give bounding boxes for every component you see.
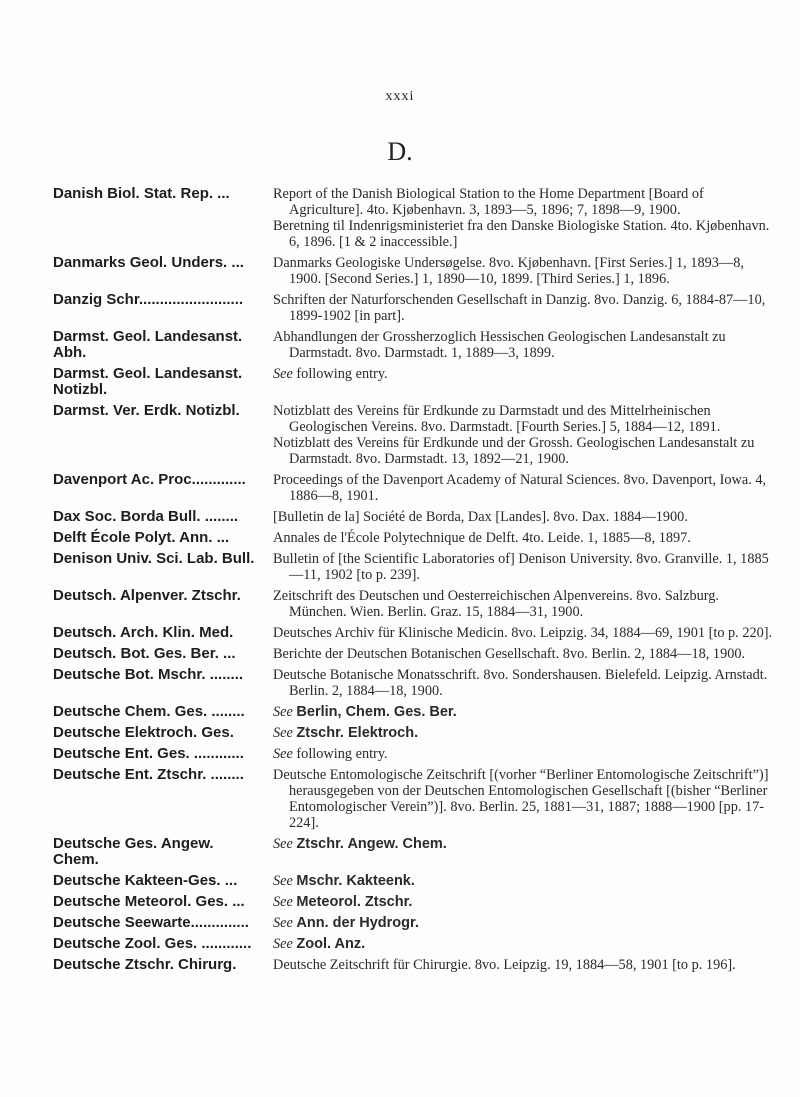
entry-abbreviation: Deutsche Ent. Ztschr. ........: [53, 766, 244, 783]
entry-abbreviation: Dax Soc. Borda Bull. ........: [53, 508, 239, 525]
see-label: See: [273, 915, 293, 931]
entry-abbreviation: Deutsch. Alpenver. Ztschr.: [53, 587, 241, 604]
cross-reference: [273, 873, 773, 889]
entry-description: [273, 472, 773, 504]
entry-paragraph: Berichte der Deutschen Botanischen Gesellschaft. 8vo. Berlin. 2, 1884—18, 1900.: [273, 646, 746, 662]
index-entry: [53, 957, 773, 973]
entry-abbreviation: Darmst. Geol. Landesanst. Notizbl.: [53, 365, 243, 398]
entry-description: [273, 704, 773, 720]
see-target: Ann. der Hydrogr.: [296, 915, 419, 931]
entry-description: [273, 329, 773, 361]
entry-paragraph: [Bulletin de la] Société de Borda, Dax [Landes]. 8vo. Dax. 1884—1900.: [273, 509, 688, 525]
entry-description: [273, 646, 773, 662]
entry-paragraph: Annales de l'École Polytechnique de Delft. 4to. Leide. 1, 1885—8, 1897.: [273, 530, 691, 546]
entry-paragraph: Proceedings of the Davenport Academy of Natural Sciences. 8vo. Davenport, Iowa. 4, 1886—8, 1901.: [273, 472, 767, 504]
see-target: Ztschr. Elektroch.: [296, 725, 419, 741]
index-entry: [53, 625, 773, 641]
index-entry: [53, 915, 773, 931]
index-entry: [53, 704, 773, 720]
entry-description: [273, 915, 773, 931]
entry-abbreviation: Deutsche Meteorol. Ges. ...: [53, 893, 245, 910]
entry-description: [273, 366, 773, 398]
section-letter: D.: [387, 137, 413, 166]
entry-description: [273, 625, 773, 641]
entry-abbreviation: Deutsche Seewarte..............: [53, 914, 249, 931]
entry-description: [273, 894, 773, 910]
index-entry: [53, 873, 773, 889]
see-label: See: [273, 725, 293, 741]
cross-reference: [273, 936, 773, 952]
entry-paragraph: Deutsches Archiv für Klinische Medicin. 8vo. Leipzig. 34, 1884—69, 1901 [to p. 220].: [273, 625, 773, 641]
see-target: following entry.: [296, 366, 388, 382]
entry-abbreviation: Deutsche Elektroch. Ges.: [53, 724, 234, 741]
entry-paragraph: Deutsche Zeitschrift für Chirurgie. 8vo. Leipzig. 19, 1884—58, 1901 [to p. 196].: [273, 957, 736, 973]
entry-abbreviation: Deutsche Bot. Mschr. ........: [53, 666, 244, 683]
entry-description: [273, 186, 773, 250]
page-number: xxxi: [385, 89, 415, 104]
entry-abbreviation: Davenport Ac. Proc.............: [53, 471, 246, 488]
entry-description: [273, 936, 773, 952]
index-entry: [53, 667, 773, 699]
entry-paragraph: Danmarks Geologiske Undersøgelse. 8vo. Kjøbenhavn. [First Series.] 1, 1893—8, 1900. [Second Series.] 1, 1890—10, 1899. [Third Series.] 1, 1896.: [273, 255, 744, 287]
entry-paragraph: Schriften der Naturforschenden Gesellschaft in Danzig. 8vo. Danzig. 6, 1884-87—10, 1899-1902 [in part].: [273, 292, 766, 324]
index-entry: [53, 551, 773, 583]
index-entry: [53, 186, 773, 250]
index-entry: [53, 746, 773, 762]
entry-abbreviation: Danmarks Geol. Unders. ...: [53, 254, 244, 271]
see-target: Mschr. Kakteenk.: [296, 873, 415, 889]
index-entries: [53, 186, 773, 978]
index-entry: [53, 366, 773, 398]
see-label: See: [273, 746, 293, 762]
entry-abbreviation: Danzig Schr.........................: [53, 291, 244, 308]
entry-description: [273, 588, 773, 620]
see-target: Zool. Anz.: [296, 936, 366, 952]
entry-description: [273, 530, 773, 546]
entry-paragraph: Notizblatt des Vereins für Erdkunde zu Darmstadt und des Mittelrheinischen Geologischen Vereins. 8vo. Darmstadt. [Fourth Series.] 5, 1884—12, 1891.: [273, 403, 721, 435]
index-entry: [53, 530, 773, 546]
index-entry: [53, 472, 773, 504]
entry-abbreviation: Deutsche Ztschr. Chirurg.: [53, 956, 237, 973]
entry-paragraph: Beretning til Indenrigsministeriet fra den Danske Biologiske Station. 4to. Kjøbenhavn. 6, 1896. [1 & 2 inaccessible.]: [273, 218, 770, 250]
cross-reference: [273, 725, 773, 741]
see-target: Meteorol. Ztschr.: [296, 894, 413, 910]
entry-abbreviation: Deutsche Kakteen-Ges. ...: [53, 872, 238, 889]
entry-paragraph: Deutsche Entomologische Zeitschrift [(vorher “Berliner Entomologische Zeitschrift”)] herausgegeben von der Deutschen Entomologischen Gesellschaft [(bisher “Berliner Entomologischer Verein”)]. 8vo. Berlin. 25, 1881—31, 1887; 1888—1900 [pp. 17-224].: [273, 767, 769, 831]
entry-description: [273, 551, 773, 583]
see-label: See: [273, 836, 293, 852]
entry-abbreviation: Deutsch. Arch. Klin. Med.: [53, 624, 234, 641]
entry-paragraph: Zeitschrift des Deutschen und Oesterreichischen Alpenvereins. 8vo. Salzburg. München. Wien. Berlin. Graz. 15, 1884—31, 1900.: [273, 588, 719, 620]
index-entry: [53, 836, 773, 868]
index-entry: [53, 894, 773, 910]
see-target: Ztschr. Angew. Chem.: [296, 836, 447, 852]
see-target: Berlin, Chem. Ges. Ber.: [296, 704, 457, 720]
index-entry: [53, 255, 773, 287]
entry-description: [273, 957, 773, 973]
entry-paragraph: Deutsche Botanische Monatsschrift. 8vo. Sondershausen. Bielefeld. Leipzig. Arnstadt. Berlin. 2, 1884—18, 1900.: [273, 667, 768, 699]
entry-description: [273, 292, 773, 324]
index-entry: [53, 588, 773, 620]
entry-description: [273, 746, 773, 762]
entry-abbreviation: Denison Univ. Sci. Lab. Bull.: [53, 550, 255, 567]
see-label: See: [273, 704, 293, 720]
entry-description: [273, 255, 773, 287]
entry-abbreviation: Deutsch. Bot. Ges. Ber. ...: [53, 645, 236, 662]
entry-description: [273, 403, 773, 467]
cross-reference: [273, 366, 773, 382]
entry-description: [273, 725, 773, 741]
index-entry: [53, 646, 773, 662]
entry-paragraph: Bulletin of [the Scientific Laboratories of] Denison University. 8vo. Granville. 1, 1885—11, 1902 [to p. 239].: [273, 551, 769, 583]
cross-reference: [273, 915, 773, 931]
entry-abbreviation: Deutsche Ent. Ges. ............: [53, 745, 244, 762]
entry-abbreviation: Deutsche Chem. Ges. ........: [53, 703, 245, 720]
entry-abbreviation: Deutsche Ges. Angew. Chem.: [53, 835, 214, 868]
entry-abbreviation: Deutsche Zool. Ges. ............: [53, 935, 252, 952]
see-label: See: [273, 894, 293, 910]
index-entry: [53, 329, 773, 361]
entry-paragraph: Abhandlungen der Grossherzoglich Hessischen Geologischen Landesanstalt zu Darmstadt. 8vo. Darmstadt. 1, 1889—3, 1899.: [273, 329, 726, 361]
index-entry: [53, 292, 773, 324]
cross-reference: [273, 894, 773, 910]
entry-description: [273, 767, 773, 831]
entry-description: [273, 873, 773, 889]
entry-abbreviation: Darmst. Ver. Erdk. Notizbl.: [53, 402, 240, 419]
entry-description: [273, 667, 773, 699]
cross-reference: [273, 746, 773, 762]
entry-description: [273, 509, 773, 525]
entry-abbreviation: Darmst. Geol. Landesanst. Abh.: [53, 328, 243, 361]
see-label: See: [273, 936, 293, 952]
entry-paragraph: Notizblatt des Vereins für Erdkunde und der Grossh. Geologischen Landesanstalt zu Darmstadt. 8vo. Darmstadt. 13, 1892—21, 1900.: [273, 435, 755, 467]
entry-abbreviation: Danish Biol. Stat. Rep. ...: [53, 185, 230, 202]
see-target: following entry.: [296, 746, 388, 762]
index-entry: [53, 403, 773, 467]
index-entry: [53, 509, 773, 525]
index-entry: [53, 936, 773, 952]
entry-description: [273, 836, 773, 868]
index-entry: [53, 725, 773, 741]
see-label: See: [273, 366, 293, 382]
cross-reference: [273, 836, 773, 852]
entry-abbreviation: Delft École Polyt. Ann. ...: [53, 529, 230, 546]
index-entry: [53, 767, 773, 831]
see-label: See: [273, 873, 293, 889]
cross-reference: [273, 704, 773, 720]
entry-paragraph: Report of the Danish Biological Station to the Home Department [Board of Agriculture]. 4to. Kjøbenhavn. 3, 1893—5, 1896; 7, 1898—9, 1900.: [273, 186, 704, 218]
